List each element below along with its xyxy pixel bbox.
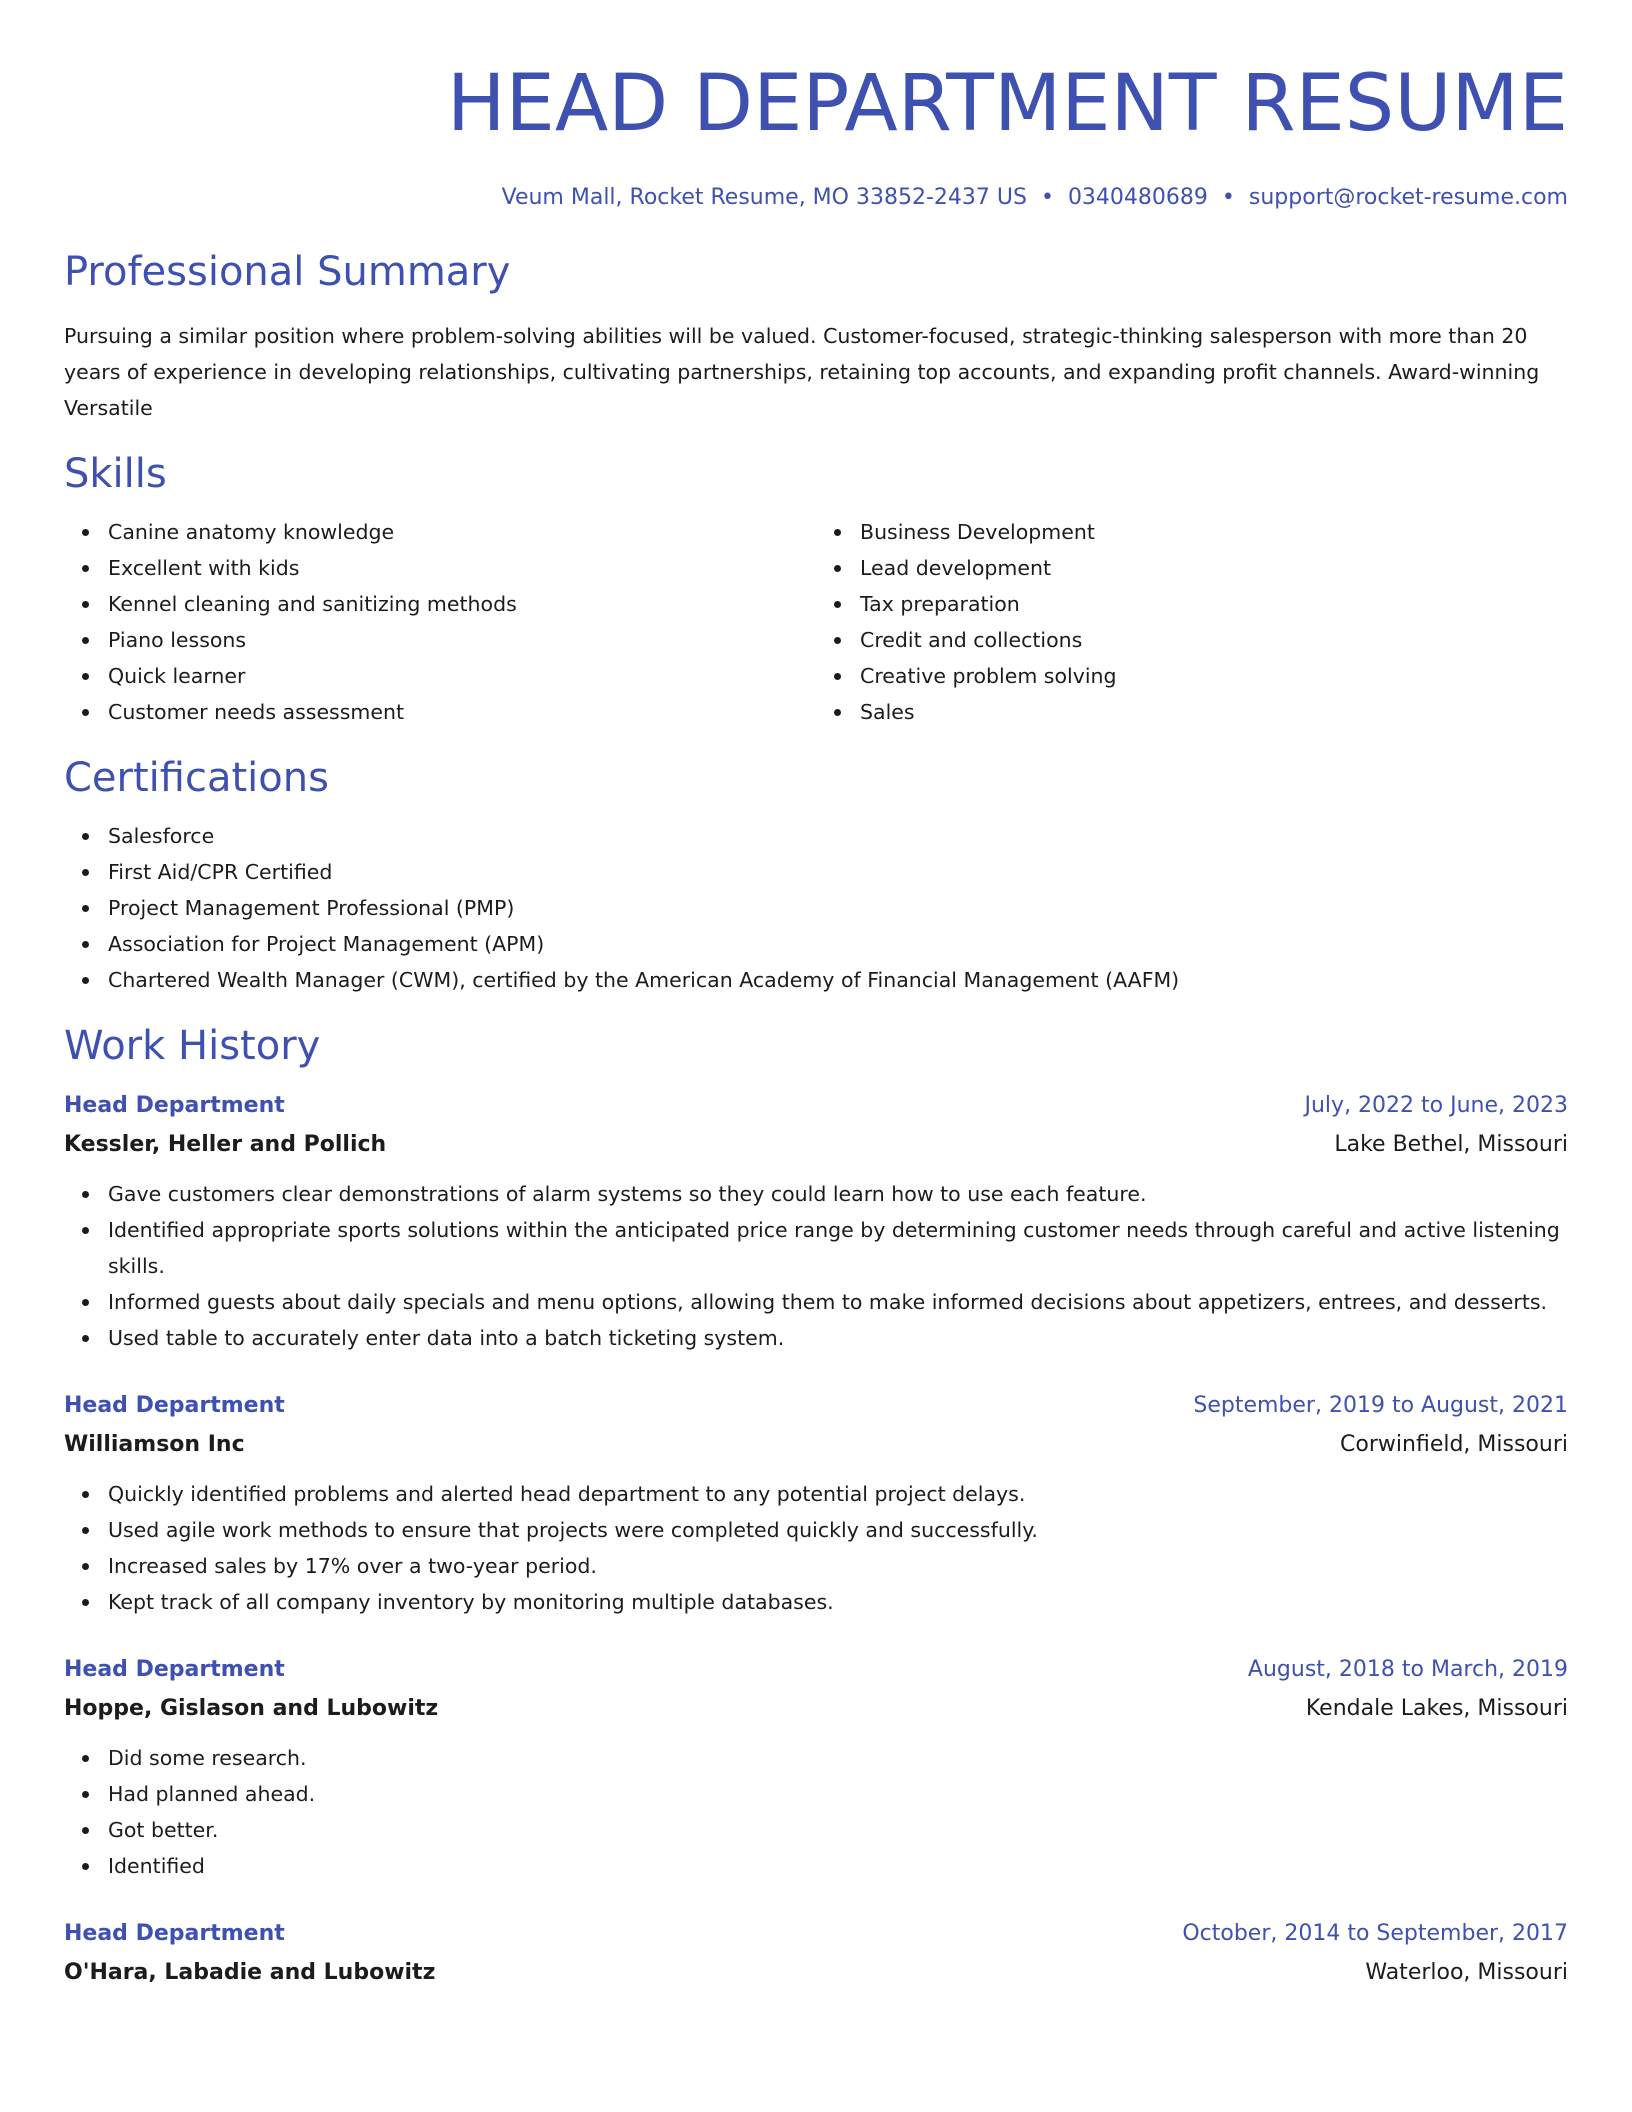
job-bullet: Identified appropriate sports solutions within the anticipated price range by determining customer needs through careful and active listening skills.: [108, 1212, 1568, 1284]
job-title: Head Department: [64, 1093, 285, 1118]
contact-email[interactable]: support@rocket-resume.com: [1248, 185, 1568, 210]
skill-item: Kennel cleaning and sanitizing methods: [108, 586, 816, 622]
skill-item: Quick learner: [108, 658, 816, 694]
skills-columns: [64, 514, 1568, 730]
job-bullet: Identified: [108, 1848, 1568, 1884]
skill-item: Piano lessons: [108, 622, 816, 658]
job-title: Head Department: [64, 1393, 285, 1418]
job-company: Kessler, Heller and Pollich: [64, 1132, 387, 1157]
skill-item: Tax preparation: [860, 586, 1568, 622]
job-bullets: [64, 1476, 1568, 1620]
job-company-row: [64, 1689, 1568, 1728]
job-dates: October, 2014 to September, 2017: [1182, 1921, 1568, 1946]
job-title: Head Department: [64, 1657, 285, 1682]
certification-item: First Aid/CPR Certified: [108, 854, 1568, 890]
skill-item: Lead development: [860, 550, 1568, 586]
work-history-heading: Work History: [64, 1023, 321, 1069]
contact-phone: 0340480689: [1067, 185, 1208, 210]
job-bullet: Informed guests about daily specials and menu options, allowing them to make informed decisions about appetizers, entrees, and desserts.: [108, 1284, 1568, 1320]
job-entry: [64, 1914, 1568, 1992]
job-title: Head Department: [64, 1921, 285, 1946]
job-company-row: [64, 1125, 1568, 1164]
skill-item: Excellent with kids: [108, 550, 816, 586]
contact-separator: •: [1040, 185, 1054, 210]
job-bullet: Did some research.: [108, 1740, 1568, 1776]
work-history-section: [64, 1018, 1568, 1992]
job-bullet: Increased sales by 17% over a two-year period.: [108, 1548, 1568, 1584]
job-bullet: Had planned ahead.: [108, 1776, 1568, 1812]
skill-item: Canine anatomy knowledge: [108, 514, 816, 550]
job-location: Corwinfield, Missouri: [1340, 1432, 1568, 1457]
certification-item: Chartered Wealth Manager (CWM), certified by the American Academy of Financial Management (AAFM): [108, 962, 1568, 998]
contact-address: Veum Mall, Rocket Resume, MO 33852-2437 US: [501, 185, 1027, 210]
job-entry: [64, 1386, 1568, 1620]
job-header-row: [64, 1650, 1568, 1689]
job-header-row: [64, 1914, 1568, 1953]
job-dates: September, 2019 to August, 2021: [1193, 1393, 1568, 1418]
job-company: Williamson Inc: [64, 1432, 245, 1457]
certification-item: Salesforce: [108, 818, 1568, 854]
job-header-row: [64, 1386, 1568, 1425]
job-header-row: [64, 1086, 1568, 1125]
job-location: Lake Bethel, Missouri: [1334, 1132, 1568, 1157]
job-bullet: Gave customers clear demonstrations of alarm systems so they could learn how to use each feature.: [108, 1176, 1568, 1212]
skills-list-left: [64, 514, 816, 730]
job-bullets: [64, 1176, 1568, 1356]
certifications-section: [64, 750, 1568, 998]
resume-title: HEAD DEPARTMENT RESUME: [446, 59, 1568, 149]
skill-item: Credit and collections: [860, 622, 1568, 658]
certification-item: Association for Project Management (APM): [108, 926, 1568, 962]
certifications-list: [64, 818, 1568, 998]
certification-item: Project Management Professional (PMP): [108, 890, 1568, 926]
job-location: Waterloo, Missouri: [1365, 1960, 1568, 1985]
skills-section: [64, 446, 1568, 730]
skill-item: Customer needs assessment: [108, 694, 816, 730]
job-bullet: Used table to accurately enter data into a batch ticketing system.: [108, 1320, 1568, 1356]
job-bullet: Kept track of all company inventory by monitoring multiple databases.: [108, 1584, 1568, 1620]
job-bullet: Got better.: [108, 1812, 1568, 1848]
skill-item: Creative problem solving: [860, 658, 1568, 694]
job-dates: August, 2018 to March, 2019: [1247, 1657, 1568, 1682]
contact-separator: •: [1221, 185, 1235, 210]
job-company-row: [64, 1953, 1568, 1992]
summary-text: Pursuing a similar position where problem-solving abilities will be valued. Customer-focused, strategic-thinking salesperson with more than 20 years of experience in developing relationships, cultivating partnerships, retaining top accounts, and expanding profit channels. Award-winning Versatile: [64, 324, 1540, 420]
skill-item: Sales: [860, 694, 1568, 730]
job-bullet: Used agile work methods to ensure that projects were completed quickly and successfully.: [108, 1512, 1568, 1548]
job-company: Hoppe, Gislason and Lubowitz: [64, 1696, 439, 1721]
job-entry: [64, 1086, 1568, 1356]
skills-heading: Skills: [64, 451, 167, 497]
skill-item: Business Development: [860, 514, 1568, 550]
job-entry: [64, 1650, 1568, 1884]
job-company: O'Hara, Labadie and Lubowitz: [64, 1960, 436, 1985]
resume-header: [64, 50, 1568, 214]
skills-list-right: [816, 514, 1568, 730]
job-bullets: [64, 1740, 1568, 1884]
summary-heading: Professional Summary: [64, 249, 511, 295]
certifications-heading: Certifications: [64, 755, 329, 801]
contact-line: [64, 182, 1568, 214]
job-location: Kendale Lakes, Missouri: [1305, 1696, 1568, 1721]
job-dates: July, 2022 to June, 2023: [1304, 1093, 1568, 1118]
job-bullet: Quickly identified problems and alerted head department to any potential project delays.: [108, 1476, 1568, 1512]
job-company-row: [64, 1425, 1568, 1464]
summary-section: [64, 244, 1568, 426]
